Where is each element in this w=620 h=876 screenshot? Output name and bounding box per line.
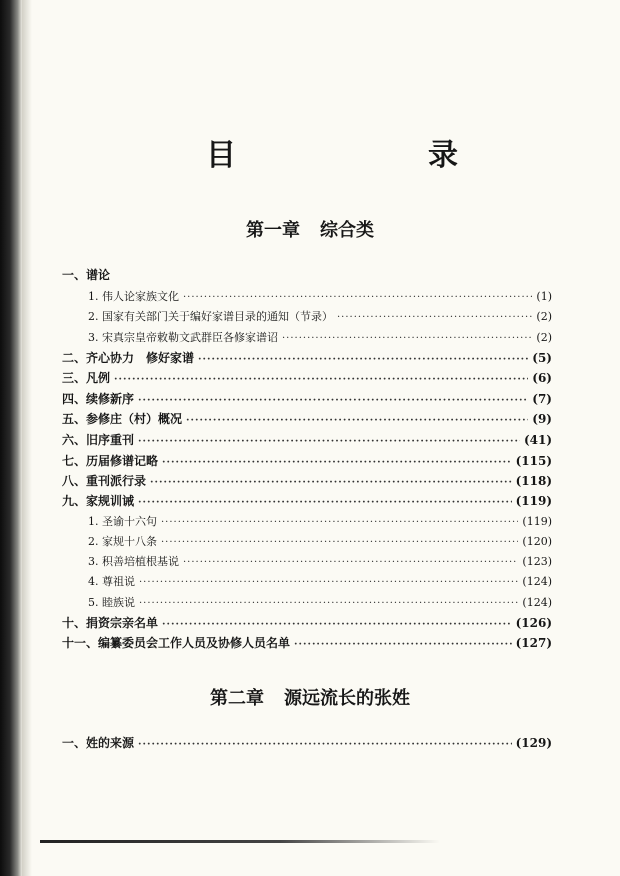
leader-dots bbox=[282, 330, 532, 348]
toc-entry-page: (9) bbox=[532, 412, 552, 426]
toc-entry-page: (7) bbox=[532, 392, 552, 406]
toc-entry-page: (127) bbox=[515, 636, 552, 650]
leader-dots bbox=[138, 433, 520, 451]
leader-dots bbox=[139, 574, 518, 592]
chapter-number: 第一章 bbox=[246, 220, 300, 241]
leader-dots bbox=[162, 616, 512, 634]
toc-entry[interactable] bbox=[88, 533, 552, 551]
leader-dots bbox=[114, 371, 528, 389]
toc-entry[interactable] bbox=[88, 553, 552, 571]
toc-entry[interactable] bbox=[88, 513, 552, 531]
leader-dots bbox=[138, 494, 512, 512]
chapter-2-heading bbox=[0, 684, 620, 710]
toc-entry[interactable] bbox=[88, 573, 552, 591]
toc-entry[interactable] bbox=[62, 634, 552, 652]
toc-entry-page: (1) bbox=[536, 290, 552, 303]
toc-entry[interactable] bbox=[62, 492, 552, 510]
toc-entry[interactable] bbox=[62, 349, 552, 367]
toc-entry[interactable] bbox=[88, 329, 552, 347]
leader-dots bbox=[294, 636, 512, 654]
toc-entry-label: 六、旧序重刊 bbox=[62, 433, 135, 447]
toc-entry[interactable] bbox=[62, 410, 552, 428]
toc-entry-page: (123) bbox=[522, 555, 552, 568]
toc-entry-label: 三、凡例 bbox=[62, 371, 111, 385]
leader-dots bbox=[183, 289, 532, 307]
toc-entry-label: 二、齐心协力 修好家谱 bbox=[62, 351, 195, 365]
toc-entry-page: (41) bbox=[523, 433, 552, 447]
toc-entry[interactable] bbox=[62, 472, 552, 490]
toc-entry-label: 七、历届修谱记略 bbox=[62, 454, 159, 468]
toc-entry-label: 一、姓的来源 bbox=[62, 736, 135, 750]
toc-section bbox=[62, 266, 552, 284]
toc-entry-page: (124) bbox=[522, 575, 552, 588]
toc-entry-page: (124) bbox=[522, 596, 552, 609]
toc-entry-label: 四、续修新序 bbox=[62, 392, 135, 406]
toc-entry[interactable] bbox=[62, 431, 552, 449]
toc-entry[interactable] bbox=[88, 308, 552, 326]
toc-entry-label: 十、捐资宗亲名单 bbox=[62, 616, 159, 630]
toc-entry-label: 五、参修庄（村）概况 bbox=[62, 412, 183, 426]
toc-entry-label: 2. 国家有关部门关于编好家谱目录的通知（节录） bbox=[88, 310, 333, 323]
chapter-number: 第二章 bbox=[210, 688, 264, 709]
toc-entry-label: 1. 伟人论家族文化 bbox=[88, 290, 179, 303]
toc-entry-page: (2) bbox=[536, 331, 552, 344]
leader-dots bbox=[183, 554, 518, 572]
toc-entry[interactable] bbox=[88, 288, 552, 306]
leader-dots bbox=[337, 309, 532, 327]
toc-entry[interactable] bbox=[62, 734, 552, 752]
toc-entry-page: (119) bbox=[522, 515, 552, 528]
toc-entry-page: (2) bbox=[536, 310, 552, 323]
toc-entry-label: 1. 圣谕十六句 bbox=[88, 515, 157, 528]
leader-dots bbox=[186, 412, 528, 430]
leader-dots bbox=[161, 514, 518, 532]
toc-entry-page: (126) bbox=[515, 616, 552, 630]
toc-entry-label: 3. 宋真宗皇帝敕勒文武群臣各修家谱诏 bbox=[88, 331, 278, 344]
toc-entry[interactable] bbox=[88, 594, 552, 612]
toc-entry-label: 5. 睦族说 bbox=[88, 596, 135, 609]
chapter-name: 综合类 bbox=[320, 220, 374, 241]
toc-entry-page: (6) bbox=[532, 371, 552, 385]
toc-entry[interactable] bbox=[62, 452, 552, 470]
leader-dots bbox=[139, 595, 518, 613]
toc-entry-page: (5) bbox=[532, 351, 552, 365]
toc-entry-label: 3. 积善培植根基说 bbox=[88, 555, 179, 568]
page-bottom-shadow bbox=[40, 840, 440, 843]
page-title: 目 录 bbox=[206, 138, 502, 173]
leader-dots bbox=[138, 392, 528, 410]
chapter-1-heading bbox=[0, 216, 620, 242]
leader-dots bbox=[198, 351, 528, 369]
toc-entry-label: 八、重刊派行录 bbox=[62, 474, 147, 488]
leader-dots bbox=[161, 534, 518, 552]
leader-dots bbox=[150, 474, 512, 492]
toc-entry-page: (118) bbox=[515, 474, 552, 488]
leader-dots bbox=[138, 736, 512, 754]
toc-entry-label: 4. 尊祖说 bbox=[88, 575, 135, 588]
toc-entry-page: (120) bbox=[522, 535, 552, 548]
toc-entry[interactable] bbox=[62, 390, 552, 408]
toc-entry[interactable] bbox=[62, 614, 552, 632]
chapter-name: 源远流长的张姓 bbox=[284, 688, 410, 709]
toc-entry-page: (129) bbox=[515, 736, 552, 750]
toc-entry-page: (115) bbox=[515, 454, 552, 468]
toc-entry-label: 一、谱论 bbox=[62, 268, 111, 282]
toc-entry-label: 九、家规训诫 bbox=[62, 494, 135, 508]
toc-entry-page: (119) bbox=[515, 494, 552, 508]
toc-entry-label: 2. 家规十八条 bbox=[88, 535, 157, 548]
toc-entry-label: 十一、编纂委员会工作人员及协修人员名单 bbox=[62, 636, 291, 650]
toc-entry[interactable] bbox=[62, 369, 552, 387]
leader-dots bbox=[162, 454, 512, 472]
